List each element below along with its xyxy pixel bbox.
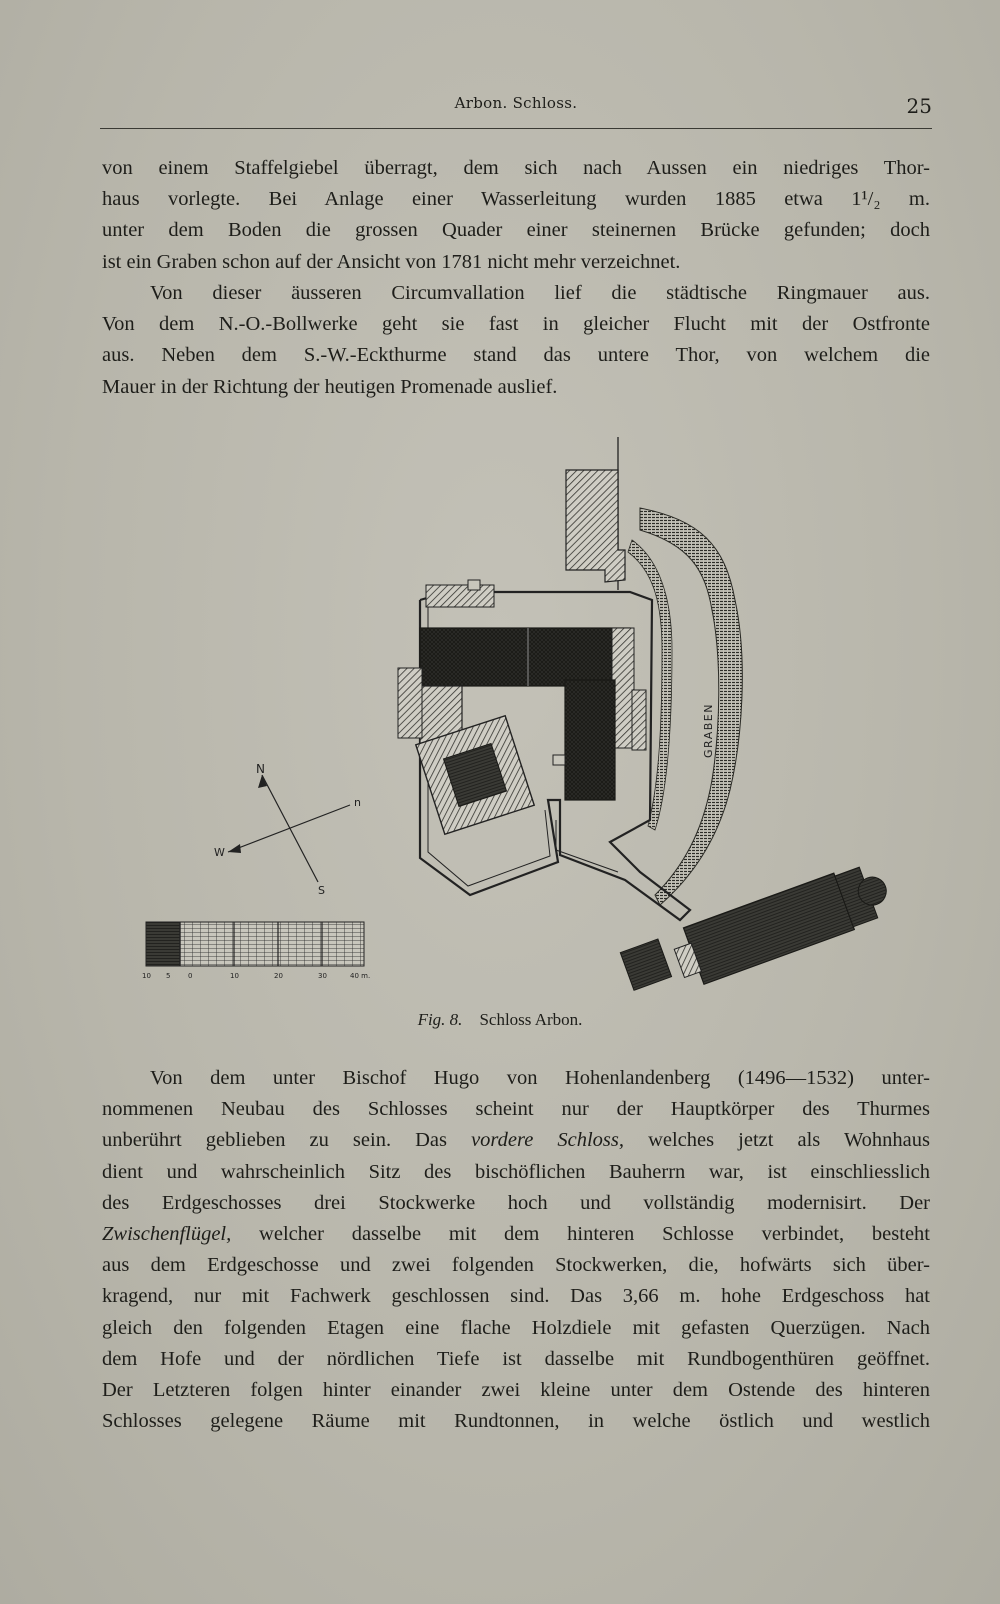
scale-tick-label: 30 — [318, 972, 327, 980]
text-line: Von dem N.-O.-Bollwerke geht sie fast in gleicher Flucht mit der Ostfronte — [102, 313, 930, 336]
inner-enclosure-wall — [556, 820, 618, 872]
text-line: kragend, nur mit Fachwerk geschlossen sind. Das 3,66 m. hohe Erdgeschoss hat — [102, 1285, 930, 1308]
figure-caption — [0, 1010, 1000, 1030]
text-line: haus vorlegte. Bei Anlage einer Wasserleitung wurden 1885 etwa 1¹/₂ m. — [102, 188, 930, 211]
text-line: aus. Neben dem S.-W.-Eckthurme stand das untere Thor, von welchem die — [102, 344, 930, 367]
paragraph-1 — [102, 153, 930, 278]
text-line — [102, 1219, 930, 1250]
text-line: dient und wahrscheinlich Sitz des bischöflichen Bauherrn war, ist einschliesslich — [102, 1160, 930, 1183]
text-line: gleich den folgenden Etagen eine flache Holzdiele mit gefasten Querzügen. Nach — [102, 1316, 930, 1339]
text-line: unter dem Boden die grossen Quader einer steinernen Brücke gefunden; doch — [102, 219, 930, 242]
text-line: Von dem unter Bischof Hugo von Hohenlandenberg (1496—1532) unter- — [150, 1067, 930, 1089]
text-line: des Erdgeschosses drei Stockwerke hoch und vollständig modernisirt. Der — [102, 1191, 930, 1214]
text-line: Mauer in der Richtung der heutigen Promenade auslief. — [102, 375, 558, 398]
intermediate-wing — [565, 680, 615, 800]
compass-east-label: n — [354, 796, 361, 809]
compass-south-label: S — [318, 884, 325, 897]
figure-title: Schloss Arbon. — [479, 1010, 583, 1029]
paragraph-3 — [102, 1063, 930, 1437]
text-line: Von dieser äusseren Circumvallation lief die städtische Ringmauer aus. — [150, 282, 930, 304]
stair-turret — [553, 755, 565, 765]
text-fragment: welches jetzt als Wohnhaus — [624, 1129, 930, 1152]
page-number: 25 — [906, 94, 932, 118]
small-chapel — [620, 939, 671, 990]
gate-post — [468, 580, 480, 590]
text-line: Schlosses gelegene Räume mit Rundtonnen, in welche östlich und westlich — [102, 1410, 930, 1433]
west-east-axis — [228, 805, 350, 852]
west-arrow-icon — [228, 844, 241, 853]
emphasis-vordere-schloss: vordere Schloss, — [471, 1129, 624, 1152]
moat-label: GRABEN — [702, 703, 715, 758]
scale-subdivision — [146, 922, 180, 966]
compass-west-label: W — [214, 846, 225, 859]
emphasis-zwischenfluegel: Zwischenflügel, — [102, 1223, 232, 1246]
text-line: von einem Staffelgiebel überragt, dem sich nach Aussen ein niedriges Thor- — [102, 157, 930, 179]
scale-tick-label: 0 — [188, 972, 193, 980]
text-line: aus dem Erdgeschosse und zwei folgenden Stockwerken, die, hofwärts sich über- — [102, 1254, 930, 1277]
scale-tick-label: 40 m. — [350, 972, 371, 980]
compass-rose — [214, 762, 361, 897]
scale-tick-label: 10 — [230, 972, 239, 980]
northeast-bastion — [566, 470, 625, 582]
text-fragment: welcher dasselbe mit dem hinteren Schlosse verbindet, besteht — [231, 1223, 930, 1246]
church-building — [668, 858, 895, 990]
text-line: Der Letzteren folgen hinter einander zwei kleine unter dem Ostende des hinteren — [102, 1379, 930, 1402]
scale-tick-label: 5 — [166, 972, 171, 980]
figure-number: Fig. 8. — [417, 1010, 463, 1029]
compass-north-label: N — [256, 762, 265, 776]
text-line: nommenen Neubau des Schlosses scheint nur der Hauptkörper des Thurmes — [102, 1098, 930, 1121]
scale-tick-label: 10 — [142, 972, 151, 980]
text-fragment: unberührt geblieben zu sein. Das — [102, 1129, 472, 1152]
front-castle-wing — [420, 628, 630, 686]
page-header — [100, 92, 932, 120]
running-head: Arbon. Schloss. — [454, 94, 578, 112]
header-rule — [100, 128, 932, 129]
paragraph-2 — [102, 278, 930, 403]
castle-plan-figure — [0, 400, 1000, 1040]
east-buttress — [632, 690, 646, 750]
west-annex — [398, 668, 422, 738]
scale-bar — [142, 922, 370, 980]
text-line: ist ein Graben schon auf der Ansicht von 1781 nicht mehr verzeichnet. — [102, 250, 681, 273]
text-line — [102, 1125, 930, 1156]
north-gatehouse — [426, 585, 494, 607]
text-line: dem Hofe und der nördlichen Tiefe ist dasselbe mit Rundbogenthüren geöffnet. — [102, 1347, 930, 1370]
scale-tick-label: 20 — [274, 972, 283, 980]
